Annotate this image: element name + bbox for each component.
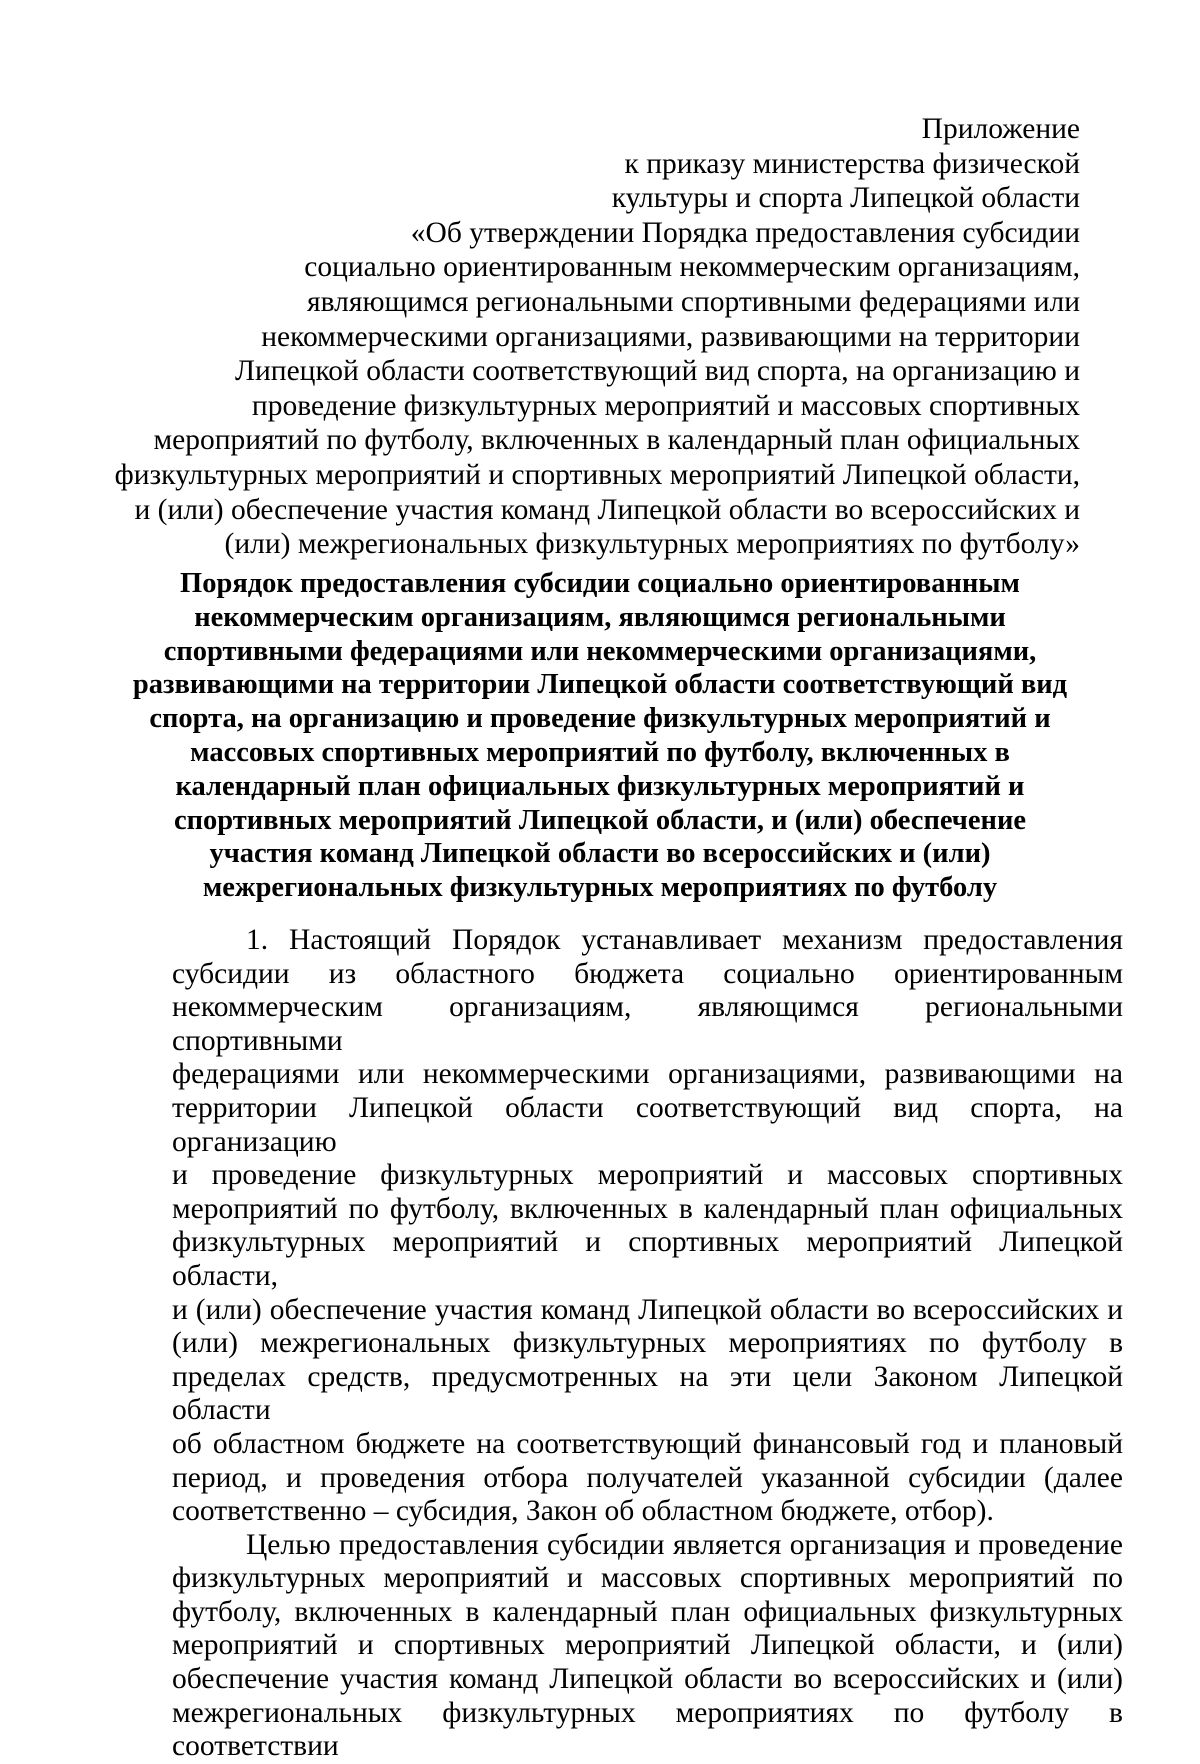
appendix-line: к приказу министерства физической xyxy=(624,147,1080,180)
title-line: календарный план официальных физкультурных мероприятий и xyxy=(175,770,1025,802)
body-line: и (или) обеспечение участия команд Липецкой области во всероссийских и xyxy=(172,1293,1123,1326)
body-line: пределах средств, предусмотренных на эти цели Законом Липецкой области xyxy=(172,1360,1123,1427)
appendix-line: Липецкой области соответствующий вид спорта, на организацию и xyxy=(235,355,1080,388)
body-line: субсидии из областного бюджета социально ориентированным xyxy=(172,957,1123,990)
title-line: некоммерческим организациям, являющимся региональными xyxy=(194,601,1006,633)
body-line: территории Липецкой области соответствующий вид спорта, на организацию xyxy=(172,1091,1123,1158)
body-line: и проведение физкультурных мероприятий и массовых спортивных xyxy=(172,1159,1123,1192)
body-line: некоммерческим организациям, являющимся региональными спортивными xyxy=(172,991,1123,1057)
body-line: мероприятий по футболу, включенных в календарный план официальных xyxy=(172,1192,1123,1225)
appendix-line: (или) межрегиональных физкультурных мероприятиях по футболу» xyxy=(224,528,1080,561)
body-line: межрегиональных физкультурных мероприятиях по футболу в соответствии xyxy=(172,1696,1123,1763)
title-line: Порядок предоставления субсидии социально ориентированным xyxy=(180,568,1020,599)
body-line: соответственно – субсидия, Закон об областном бюджете, отбор). xyxy=(172,1495,994,1528)
body-line: футболу, включенных в календарный план официальных физкультурных xyxy=(172,1595,1123,1628)
appendix-line: физкультурных мероприятий и спортивных мероприятий Липецкой области, xyxy=(114,458,1080,491)
body-line: (или) межрегиональных физкультурных мероприятиях по футболу в xyxy=(172,1327,1123,1360)
title-line: спортивных мероприятий Липецкой области, и (или) обеспечение xyxy=(173,804,1027,836)
title-line: массовых спортивных мероприятий по футболу, включенных в xyxy=(190,736,1010,768)
appendix-line: Приложение xyxy=(921,113,1080,145)
body-line: федерациями или некоммерческими организациями, развивающими на xyxy=(172,1058,1123,1091)
paragraph-2 xyxy=(172,1529,1123,1764)
appendix-line: культуры и спорта Липецкой области xyxy=(611,182,1080,215)
body-line: об областном бюджете на соответствующий финансовый год и плановый xyxy=(172,1427,1123,1460)
appendix-line: и (или) обеспечение участия команд Липецкой области во всероссийских и xyxy=(134,493,1080,526)
body-line: физкультурных мероприятий и спортивных мероприятий Липецкой области, xyxy=(172,1226,1123,1292)
body-line: период, и проведения отбора получателей указанной субсидии (далее xyxy=(172,1461,1123,1494)
appendix-line: мероприятий по футболу, включенных в календарный план официальных xyxy=(153,424,1080,457)
title-line: спорта, на организацию и проведение физкультурных мероприятий и xyxy=(149,703,1051,735)
appendix-line: являющимся региональными спортивными федерациями или xyxy=(307,285,1080,318)
document-title xyxy=(120,567,1080,905)
document-body xyxy=(172,924,1123,1764)
title-line: спортивными федерациями или некоммерческими организациями, xyxy=(163,635,1037,667)
body-line: физкультурных мероприятий и массовых спортивных мероприятий по xyxy=(172,1562,1123,1595)
title-line: развивающими на территории Липецкой области соответствующий вид xyxy=(132,669,1068,701)
body-line: обеспечение участия команд Липецкой области во всероссийских и (или) xyxy=(172,1663,1123,1696)
appendix-line: проведение физкультурных мероприятий и массовых спортивных xyxy=(251,389,1080,422)
appendix-header xyxy=(100,112,1080,562)
appendix-line: социально ориентированным некоммерческим организациям, xyxy=(304,251,1080,284)
paragraph-1 xyxy=(172,924,1123,1529)
body-line: Целью предоставления субсидии является организация и проведение xyxy=(246,1528,1123,1561)
appendix-line: некоммерческими организациями, развивающими на территории xyxy=(261,320,1080,353)
body-line: мероприятий и спортивных мероприятий Липецкой области, и (или) xyxy=(172,1629,1123,1662)
title-line: межрегиональных физкультурных мероприятиях по футболу xyxy=(202,872,998,904)
appendix-line: «Об утверждении Порядка предоставления субсидии xyxy=(410,216,1080,249)
title-line: участия команд Липецкой области во всероссийских и (или) xyxy=(209,838,991,870)
body-line: 1. Настоящий Порядок устанавливает механизм предоставления xyxy=(246,924,1123,956)
